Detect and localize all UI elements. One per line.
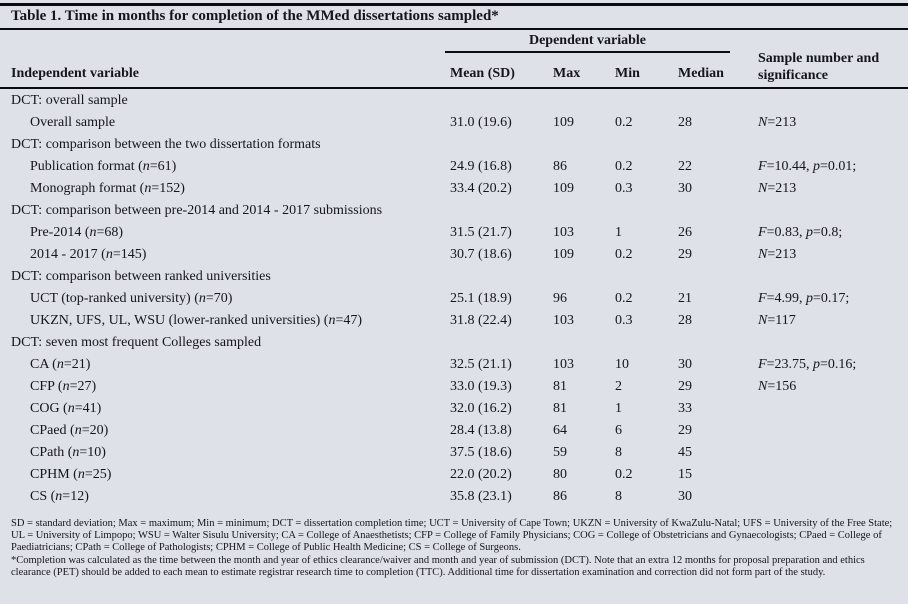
cell-max: 86 <box>553 159 567 174</box>
cell-mean-sd: 31.0 (19.6) <box>450 115 512 130</box>
cell-significance: F=0.83, p=0.8; <box>758 225 843 240</box>
cell-max: 86 <box>553 489 567 504</box>
table-body <box>0 90 908 508</box>
cell-median: 30 <box>678 181 692 196</box>
cell-significance: F=4.99, p=0.17; <box>758 291 850 306</box>
cell-median: 45 <box>678 445 692 460</box>
cell-mean-sd: 24.9 (16.8) <box>450 159 512 174</box>
cell-significance: F=10.44, p=0.01; <box>758 159 857 174</box>
table-row <box>0 266 908 288</box>
top-rule <box>0 3 908 6</box>
cell-min: 8 <box>615 489 622 504</box>
cell-mean-sd: 31.8 (22.4) <box>450 313 512 328</box>
table-row <box>0 464 908 486</box>
row-label: UKZN, UFS, UL, WSU (lower-ranked universities) (n=47) <box>30 313 363 328</box>
table-row <box>0 288 908 310</box>
sample-number-header-line1: Sample number and <box>758 51 880 66</box>
row-label: CPHM (n=25) <box>30 467 112 482</box>
sample-number-header-line2: significance <box>758 68 828 83</box>
table-row <box>0 222 908 244</box>
cell-mean-sd: 28.4 (13.8) <box>450 423 512 438</box>
cell-max: 64 <box>553 423 567 438</box>
table-row <box>0 486 908 508</box>
dependent-variable-header: Dependent variable <box>528 33 647 48</box>
cell-min: 0.2 <box>615 115 633 130</box>
cell-max: 109 <box>553 181 574 196</box>
row-label: 2014 - 2017 (n=145) <box>30 247 147 262</box>
table-row <box>0 178 908 200</box>
row-label: Overall sample <box>30 115 116 130</box>
cell-significance: N=156 <box>758 379 797 394</box>
header-rule <box>0 87 908 89</box>
cell-median: 26 <box>678 225 692 240</box>
row-label: CA (n=21) <box>30 357 91 372</box>
cell-min: 0.3 <box>615 313 633 328</box>
cell-mean-sd: 35.8 (23.1) <box>450 489 512 504</box>
row-label: CFP (n=27) <box>30 379 97 394</box>
cell-min: 6 <box>615 423 622 438</box>
table-row <box>0 420 908 442</box>
cell-median: 33 <box>678 401 692 416</box>
table-row <box>0 310 908 332</box>
cell-median: 21 <box>678 291 692 306</box>
row-label: COG (n=41) <box>30 401 102 416</box>
table-row <box>0 354 908 376</box>
row-label: CPaed (n=20) <box>30 423 109 438</box>
cell-mean-sd: 30.7 (18.6) <box>450 247 512 262</box>
cell-max: 96 <box>553 291 567 306</box>
table-row <box>0 134 908 156</box>
cell-median: 29 <box>678 247 692 262</box>
row-label: Pre-2014 (n=68) <box>30 225 124 240</box>
column-header-min: Min <box>615 66 640 81</box>
row-group-label: DCT: comparison between the two dissertation formats <box>11 137 321 152</box>
cell-max: 103 <box>553 313 574 328</box>
cell-median: 15 <box>678 467 692 482</box>
row-label: CS (n=12) <box>30 489 89 504</box>
cell-mean-sd: 33.4 (20.2) <box>450 181 512 196</box>
cell-min: 0.2 <box>615 247 633 262</box>
cell-significance: N=213 <box>758 247 797 262</box>
row-label: CPath (n=10) <box>30 445 106 460</box>
title-rule <box>0 28 908 30</box>
cell-max: 81 <box>553 401 567 416</box>
table-row <box>0 332 908 354</box>
row-group-label: DCT: comparison between ranked universities <box>11 269 271 284</box>
sample-number-header <box>758 50 879 84</box>
cell-mean-sd: 22.0 (20.2) <box>450 467 512 482</box>
cell-min: 10 <box>615 357 629 372</box>
cell-min: 8 <box>615 445 622 460</box>
row-label: Monograph format (n=152) <box>30 181 185 196</box>
footnotes <box>11 518 897 579</box>
row-group-label: DCT: overall sample <box>11 93 128 108</box>
cell-median: 28 <box>678 115 692 130</box>
cell-max: 103 <box>553 357 574 372</box>
cell-mean-sd: 33.0 (19.3) <box>450 379 512 394</box>
cell-min: 1 <box>615 401 622 416</box>
table-row <box>0 398 908 420</box>
table-title: Table 1. Time in months for completion of the MMed dissertations sampled* <box>11 8 499 24</box>
cell-max: 109 <box>553 247 574 262</box>
cell-significance: N=117 <box>758 313 796 328</box>
row-group-label: DCT: seven most frequent Colleges sampled <box>11 335 262 350</box>
cell-median: 22 <box>678 159 692 174</box>
cell-min: 0.2 <box>615 159 633 174</box>
cell-max: 59 <box>553 445 567 460</box>
row-group-label: DCT: comparison between pre-2014 and 2014 - 2017 submissions <box>11 203 383 218</box>
cell-min: 2 <box>615 379 622 394</box>
cell-median: 28 <box>678 313 692 328</box>
table-row <box>0 112 908 134</box>
cell-median: 29 <box>678 423 692 438</box>
cell-max: 103 <box>553 225 574 240</box>
column-header-independent-variable: Independent variable <box>11 66 139 81</box>
cell-median: 29 <box>678 379 692 394</box>
cell-max: 81 <box>553 379 567 394</box>
dependent-variable-rule <box>445 51 730 53</box>
cell-median: 30 <box>678 357 692 372</box>
cell-min: 0.2 <box>615 291 633 306</box>
footnote-completion-note: *Completion was calculated as the time between the month and year of ethics clearance/waiver and month and year of submission (DCT). Note that an extra 12 months for proposal preparation and ethics clearance (PET) should be added to each mean to estimate registrar research time to completion (TTC). Additional time for dissertation examination and correction did not form part of the study. <box>11 554 865 578</box>
table-row <box>0 90 908 112</box>
cell-significance: N=213 <box>758 181 797 196</box>
table-row <box>0 442 908 464</box>
table-row <box>0 244 908 266</box>
column-header-mean-sd: Mean (SD) <box>450 66 515 81</box>
column-header-median: Median <box>678 66 724 81</box>
table-row <box>0 156 908 178</box>
cell-max: 80 <box>553 467 567 482</box>
cell-mean-sd: 31.5 (21.7) <box>450 225 512 240</box>
cell-significance: N=213 <box>758 115 797 130</box>
cell-median: 30 <box>678 489 692 504</box>
cell-min: 1 <box>615 225 622 240</box>
table-row <box>0 376 908 398</box>
cell-mean-sd: 32.0 (16.2) <box>450 401 512 416</box>
cell-mean-sd: 32.5 (21.1) <box>450 357 512 372</box>
cell-max: 109 <box>553 115 574 130</box>
cell-significance: F=23.75, p=0.16; <box>758 357 857 372</box>
cell-min: 0.2 <box>615 467 633 482</box>
cell-mean-sd: 25.1 (18.9) <box>450 291 512 306</box>
cell-min: 0.3 <box>615 181 633 196</box>
row-label: Publication format (n=61) <box>30 159 177 174</box>
row-label: UCT (top-ranked university) (n=70) <box>30 291 233 306</box>
cell-mean-sd: 37.5 (18.6) <box>450 445 512 460</box>
column-header-max: Max <box>553 66 581 81</box>
footnote-abbreviations: SD = standard deviation; Max = maximum; Min = minimum; DCT = dissertation completion time; UCT = University of Cape Town; UKZN = University of KwaZulu-Natal; UFS = University of the Free State; UL = University of Limpopo; WSU = Walter Sisulu University; CA = College of Anaesthetists; CFP = College of Family Physicians; COG = College of Obstetricians and Gynaecologists; CPaed = College of Paediatricians; CPath = College of Pathologists; CPHM = College of Public Health Medicine; CS = College of Surgeons. <box>11 518 893 554</box>
table-row <box>0 200 908 222</box>
